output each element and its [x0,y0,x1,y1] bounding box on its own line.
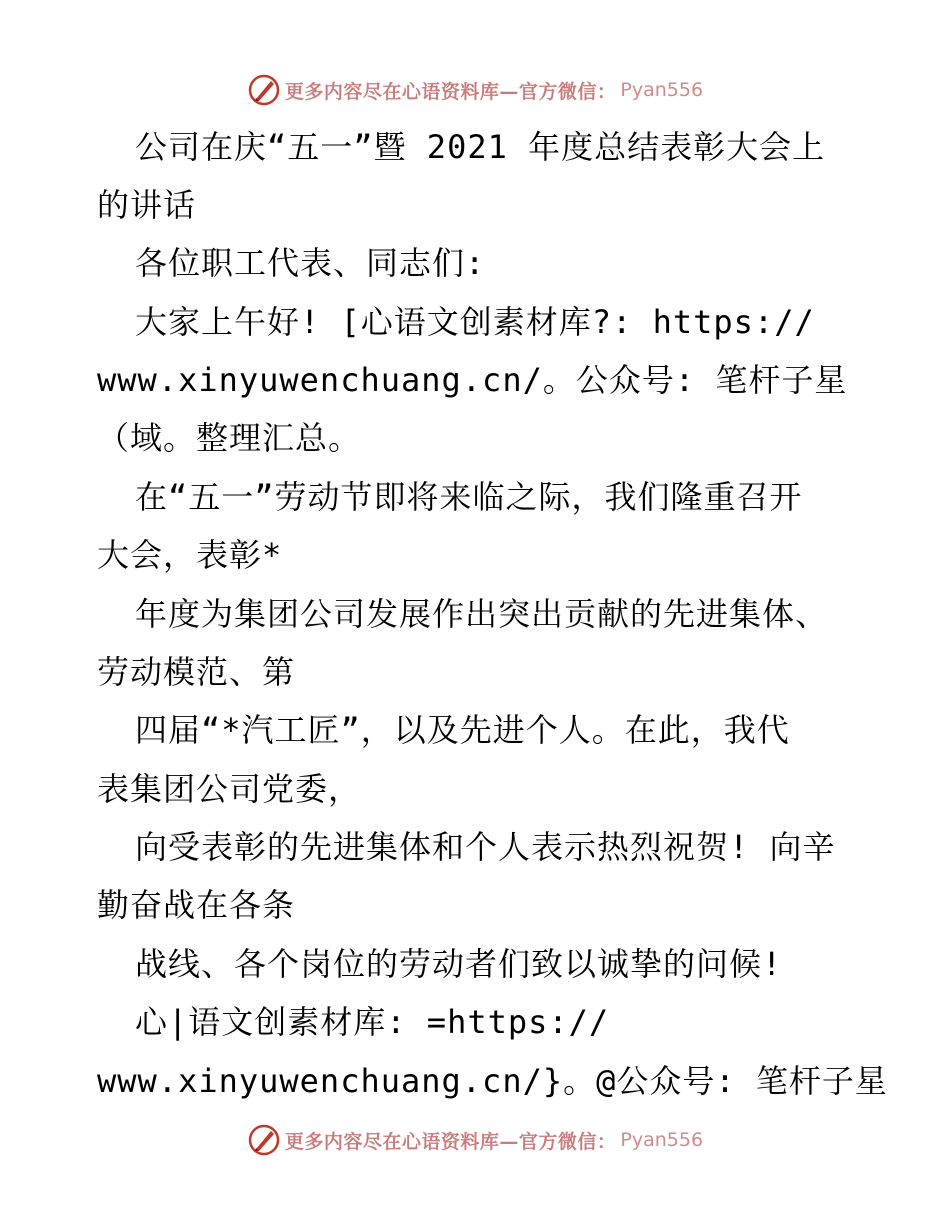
footer-banner-wechat-id: Pyan556 [620,1129,704,1151]
paragraph-line: 向受表彰的先进集体和个人表示热烈祝贺! 向辛 [135,828,836,866]
paragraph-line: 年度为集团公司发展作出突出贡献的先进集体、 [135,595,829,633]
document-title-line-2: 的讲话 [97,186,197,224]
paragraph-line: 劳动模范、第 [97,653,296,691]
quill-pen-logo-icon [247,1123,281,1157]
header-banner-text: 更多内容尽在心语资料库—官方微信： [284,80,617,103]
paragraph-line: 四届“*汽工匠”，以及先进个人。在此，我代 [135,711,790,749]
paragraph-line: 勤奋战在各条 [97,886,296,924]
paragraph-line: 表集团公司党委， [97,770,362,808]
paragraph-line: 大会，表彰* [97,536,283,574]
paragraph-line: 大家上午好! [心语文创素材库?: https:// [135,303,815,341]
footer-banner [0,1120,950,1160]
paragraph-line: 心|语文创素材库: =https:// [135,1003,610,1041]
paragraph-line: 战线、各个岗位的劳动者们致以诚挚的问候! [135,945,783,983]
paragraph-line: www.xinyuwenchuang.cn/}。@公众号: 笔杆子星 [97,1062,888,1100]
paragraph-line: 在“五一”劳动节即将来临之际，我们隆重召开 [135,478,803,516]
footer-banner-text: 更多内容尽在心语资料库—官方微信： [284,1130,617,1153]
paragraph-line: （域。整理汇总。 [97,419,362,457]
paragraph-line: www.xinyuwenchuang.cn/。公众号: 笔杆子星 [97,361,848,399]
header-banner-wechat-id: Pyan556 [620,79,704,101]
salutation-line: 各位职工代表、同志们: [135,244,486,282]
document-title-line-1: 公司在庆“五一”暨 2021 年度总结表彰大会上 [135,128,826,166]
